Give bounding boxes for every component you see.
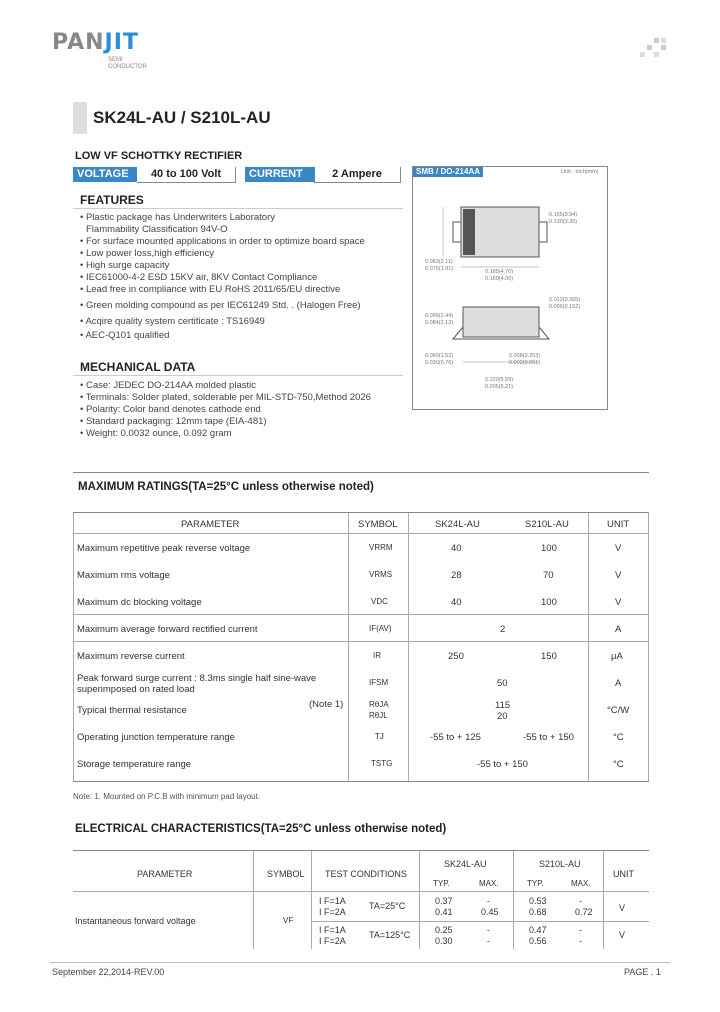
mechanical-title: MECHANICAL DATA bbox=[80, 360, 196, 374]
table-cell: - bbox=[487, 925, 490, 935]
table-cell: 0.41 bbox=[435, 907, 453, 917]
table-cell: - bbox=[579, 896, 582, 906]
table-header: TYP. bbox=[527, 879, 544, 888]
table-cell: 150 bbox=[541, 651, 557, 662]
dim-label: 0.030(0.76) bbox=[425, 360, 454, 366]
dim-label: 0.220(5.59) bbox=[485, 377, 514, 383]
dim-label: 0.075(1.91) bbox=[425, 266, 454, 272]
title-accent-bar bbox=[73, 102, 87, 134]
dim-label: 0.006(0.152) bbox=[549, 304, 581, 310]
table-cell: V bbox=[619, 930, 626, 940]
logo-sub-2: CONDUCTOR bbox=[108, 64, 147, 70]
feature-item: Flammability Classification 94V-O bbox=[86, 224, 228, 235]
table-cell: A bbox=[615, 678, 622, 689]
table-cell: TSTG bbox=[371, 759, 393, 768]
table-cell: 250 bbox=[448, 651, 464, 662]
feature-item: • High surge capacity bbox=[80, 260, 170, 271]
dim-label: 0.008(0.203) bbox=[509, 353, 541, 359]
voltage-label: VOLTAGE bbox=[73, 167, 137, 182]
package-unit: Unit : Inch(mm) bbox=[561, 169, 599, 175]
table-cell: - bbox=[487, 896, 490, 906]
table-cell: (Note 1) bbox=[309, 699, 344, 710]
feature-item: • AEC-Q101 qualified bbox=[80, 330, 170, 341]
table-cell: Typical thermal resistance bbox=[77, 705, 187, 716]
mechanical-item: • Weight: 0.0032 ounce, 0.092 gram bbox=[80, 428, 232, 439]
package-drawing bbox=[412, 166, 608, 410]
mechanical-item: • Polarity: Color band denotes cathode end bbox=[80, 404, 261, 415]
section-divider bbox=[73, 472, 649, 473]
table-cell: Maximum dc blocking voltage bbox=[77, 597, 202, 608]
feature-item: • Low power loss,high efficiency bbox=[80, 248, 215, 259]
package-tag: SMB / DO-214AA bbox=[413, 167, 483, 177]
mechanical-divider bbox=[73, 375, 403, 376]
table-cell: IR bbox=[373, 651, 381, 660]
max-ratings-note: Note: 1. Mounted on P.C.B with minimum pad layout. bbox=[73, 792, 261, 801]
footer-divider bbox=[50, 962, 670, 963]
table-cell: μA bbox=[611, 651, 623, 662]
table-cell: -55 to + 150 bbox=[523, 732, 574, 743]
table-cell: 0.47 bbox=[529, 925, 547, 935]
table-cell: Storage temperature range bbox=[77, 759, 192, 770]
footer-date: September 22,2014-REV.00 bbox=[52, 967, 165, 977]
table-cell: 0.45 bbox=[481, 907, 499, 917]
mechanical-list bbox=[80, 380, 371, 440]
table-cell: IFSM bbox=[369, 678, 389, 687]
table-header: SK24L-AU bbox=[444, 859, 487, 869]
dim-label: 0.205(5.21) bbox=[485, 384, 514, 390]
table-cell: °C/W bbox=[607, 705, 630, 716]
dim-label: 0.155(3.94) bbox=[549, 212, 578, 218]
table-cell: RθJA bbox=[369, 700, 389, 709]
dim-label: 0.002(0.051) bbox=[509, 360, 541, 366]
table-cell: 28 bbox=[451, 570, 462, 581]
table-cell: TA=25°C bbox=[369, 901, 406, 911]
table-cell: superimposed on rated load bbox=[77, 684, 195, 695]
current-label: CURRENT bbox=[245, 167, 315, 182]
features-title: FEATURES bbox=[80, 193, 144, 207]
electrical-title: ELECTRICAL CHARACTERISTICS(TA=25°C unless otherwise noted) bbox=[75, 823, 447, 835]
table-cell: - bbox=[487, 936, 490, 946]
table-cell: 0.68 bbox=[529, 907, 547, 917]
dim-label: 0.185(4.70) bbox=[485, 269, 514, 275]
table-cell: Peak forward surge current : 8.3ms single half sine-wave bbox=[77, 673, 317, 684]
feature-item: • IEC61000-4-2 ESD 15KV air, 8KV Contact Compliance bbox=[80, 272, 318, 283]
subtitle: LOW VF SCHOTTKY RECTIFIER bbox=[75, 150, 243, 162]
mechanical-item: • Terminals: Solder plated, solderable per MIL-STD-750,Method 2026 bbox=[80, 392, 371, 403]
table-header: UNIT bbox=[613, 869, 634, 879]
table-cell: I F=2A bbox=[319, 936, 346, 946]
current-value: 2 Ampere bbox=[314, 167, 401, 183]
corner-dots-icon bbox=[640, 38, 670, 60]
table-cell: 0.72 bbox=[575, 907, 593, 917]
feature-item: • Acqire quality system certificate : TS16949 bbox=[80, 316, 265, 327]
table-cell: VDC bbox=[371, 597, 388, 606]
table-header: S210L-AU bbox=[539, 859, 581, 869]
table-cell: °C bbox=[613, 732, 624, 743]
max-ratings-title: MAXIMUM RATINGS(TA=25°C unless otherwise noted) bbox=[78, 481, 374, 493]
voltage-value: 40 to 100 Volt bbox=[137, 167, 236, 183]
table-cell: 0.30 bbox=[435, 936, 453, 946]
table-cell: 0.53 bbox=[529, 896, 547, 906]
table-cell: 70 bbox=[543, 570, 554, 581]
table-cell: 100 bbox=[541, 597, 557, 608]
logo bbox=[52, 30, 147, 70]
logo-text-jit: JIT bbox=[104, 30, 139, 55]
table-cell: -55 to + 150 bbox=[477, 759, 528, 770]
mechanical-item: • Case: JEDEC DO-214AA molded plastic bbox=[80, 380, 256, 391]
table-header: S210L-AU bbox=[525, 519, 569, 530]
table-header: MAX. bbox=[479, 879, 499, 888]
dim-label: 0.084(2.13) bbox=[425, 320, 454, 326]
dim-label: 0.083(2.11) bbox=[425, 259, 453, 265]
features-divider bbox=[73, 208, 403, 209]
table-cell: 0.25 bbox=[435, 925, 453, 935]
table-cell: Maximum reverse current bbox=[77, 651, 185, 662]
table-header: MAX. bbox=[571, 879, 591, 888]
table-cell: 115 bbox=[495, 700, 511, 711]
table-cell: 40 bbox=[451, 543, 462, 554]
table-cell: 40 bbox=[451, 597, 462, 608]
table-cell: Instantaneous forward voltage bbox=[75, 916, 196, 926]
table-cell: V bbox=[615, 570, 622, 581]
footer-page: PAGE . 1 bbox=[624, 967, 661, 977]
table-cell: -55 to + 125 bbox=[430, 732, 481, 743]
table-header: PARAMETER bbox=[137, 869, 193, 879]
table-header: SK24L-AU bbox=[435, 519, 480, 530]
dim-label: 0.060(1.52) bbox=[425, 353, 454, 359]
table-cell: Maximum rms voltage bbox=[77, 570, 170, 581]
logo-text-pan: PAN bbox=[52, 30, 105, 55]
electrical-table bbox=[73, 850, 649, 949]
table-cell: I F=1A bbox=[319, 896, 346, 906]
package-outline-icon bbox=[413, 167, 607, 409]
table-header: TEST CONDITIONS bbox=[325, 869, 407, 879]
table-header: UNIT bbox=[607, 519, 630, 530]
table-cell: IF(AV) bbox=[369, 624, 392, 633]
table-cell: I F=2A bbox=[319, 907, 346, 917]
table-cell: 0.37 bbox=[435, 896, 453, 906]
feature-item: • Green molding compound as per IEC61249 Std. . (Halogen Free) bbox=[80, 300, 361, 311]
dim-label: 0.160(4.06) bbox=[485, 276, 514, 282]
table-header: PARAMETER bbox=[181, 519, 240, 530]
table-cell: Maximum average forward rectified current bbox=[77, 624, 258, 635]
page-title: SK24L-AU / S210L-AU bbox=[93, 108, 271, 127]
feature-item: • Lead free in compliance with EU RoHS 2011/65/EU directive bbox=[80, 284, 341, 295]
features-list bbox=[80, 212, 365, 342]
table-cell: RθJL bbox=[369, 711, 388, 720]
table-cell: V bbox=[615, 543, 622, 554]
max-ratings-table bbox=[73, 512, 649, 782]
logo-sub-1: SEMI bbox=[108, 57, 123, 63]
table-header: TYP. bbox=[433, 879, 450, 888]
table-cell: TJ bbox=[375, 732, 384, 741]
dim-label: 0.130(3.30) bbox=[549, 219, 578, 225]
table-cell: 20 bbox=[497, 711, 508, 722]
table-cell: V bbox=[619, 903, 626, 913]
dim-label: 0.096(2.44) bbox=[425, 313, 454, 319]
table-cell: A bbox=[615, 624, 622, 635]
table-cell: °C bbox=[613, 759, 624, 770]
feature-item: • For surface mounted applications in order to optimize board space bbox=[80, 236, 365, 247]
table-cell: V bbox=[615, 597, 622, 608]
table-cell: 0.56 bbox=[529, 936, 547, 946]
table-cell: VRRM bbox=[369, 543, 393, 552]
table-cell: 50 bbox=[497, 678, 508, 689]
dim-label: 0.012(0.305) bbox=[549, 297, 581, 303]
table-header: SYMBOL bbox=[267, 869, 305, 879]
mechanical-item: • Standard packaging: 12mm tape (EIA-481) bbox=[80, 416, 267, 427]
table-cell: 100 bbox=[541, 543, 557, 554]
table-cell: VF bbox=[283, 916, 294, 925]
feature-item: • Plastic package has Underwriters Laboratory bbox=[80, 212, 276, 223]
table-cell: 2 bbox=[500, 624, 506, 635]
table-cell: I F=1A bbox=[319, 925, 346, 935]
table-cell: - bbox=[579, 925, 582, 935]
table-cell: Operating junction temperature range bbox=[77, 732, 235, 743]
table-cell: TA=125°C bbox=[369, 930, 411, 940]
table-cell: - bbox=[579, 936, 582, 946]
table-cell: VRMS bbox=[369, 570, 393, 579]
table-cell: Maximum repetitive peak reverse voltage bbox=[77, 543, 251, 554]
table-header: SYMBOL bbox=[358, 519, 398, 530]
